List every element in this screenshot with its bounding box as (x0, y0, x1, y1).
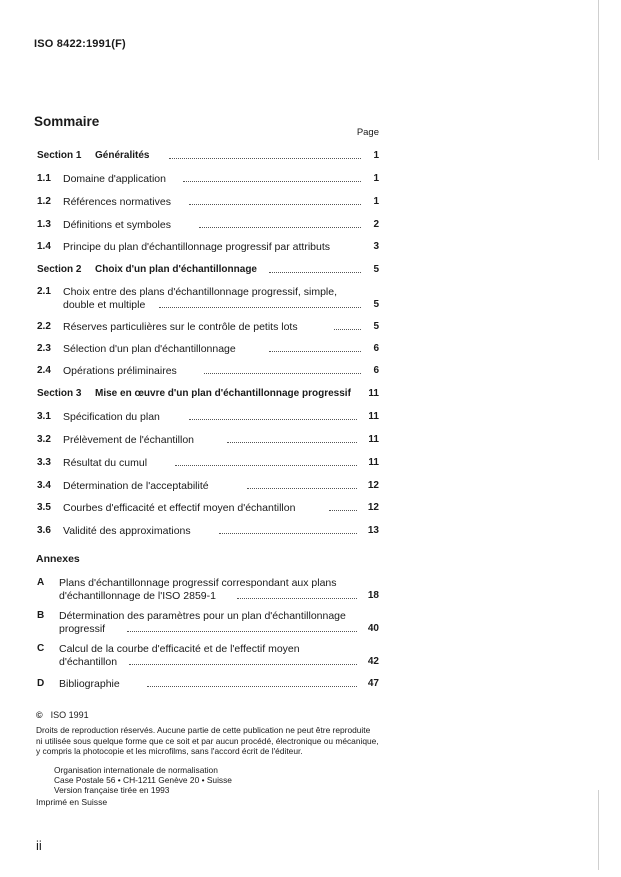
toc-entry-2-1[interactable] (37, 286, 379, 318)
toc-label: Opérations préliminaires (63, 365, 177, 377)
toc-page: 6 (373, 343, 379, 354)
toc-label-line1: Calcul de la courbe d'efficacité et de l'effectif moyen (59, 643, 300, 655)
toc-number: Section 1 (37, 150, 82, 161)
toc-label: Mise en œuvre d'un plan d'échantillonnage progressif (95, 388, 351, 399)
rights-line: y compris la photocopie et les microfilms, sans l'accord écrit de l'éditeur. (36, 746, 303, 756)
toc-label: Détermination de l'acceptabilité (63, 480, 209, 492)
dot-leader (329, 510, 357, 511)
dot-leader (129, 664, 357, 665)
dot-leader (247, 488, 357, 489)
dot-leader (183, 181, 361, 182)
toc-entry-3-1[interactable] (37, 411, 379, 429)
toc-number: 3.1 (37, 411, 51, 422)
edition-note: Version française tirée en 1993 (54, 785, 170, 795)
toc-label-line2: d'échantillon (59, 656, 118, 668)
toc-number: B (37, 610, 45, 621)
toc-page: 11 (368, 434, 379, 445)
dot-leader (169, 158, 361, 159)
publisher-name: Organisation internationale de normalisation (54, 765, 218, 775)
toc-label: Prélèvement de l'échantillon (63, 434, 194, 446)
toc-entry-2-4[interactable] (37, 365, 379, 383)
toc-page: 2 (373, 219, 379, 230)
dot-leader (189, 419, 357, 420)
toc-label-line2: progressif (59, 623, 106, 635)
toc-entry-2-2[interactable] (37, 321, 379, 339)
dot-leader (219, 533, 357, 534)
toc-label-line1: Détermination des paramètres pour un plan d'échantillonnage (59, 610, 346, 622)
toc-page: 42 (367, 656, 379, 667)
dot-leader (204, 373, 361, 374)
toc-entry-3-2[interactable] (37, 434, 379, 452)
toc-number: A (37, 577, 45, 588)
toc-entry-1-4[interactable] (37, 241, 379, 259)
toc-number: 3.5 (37, 502, 51, 513)
toc-label-line2: d'échantillonnage de l'ISO 2859-1 (59, 590, 216, 602)
toc-number: 1.3 (37, 219, 51, 230)
toc-label: Définitions et symboles (63, 219, 171, 231)
dot-leader (127, 631, 357, 632)
toc-entry-2-3[interactable] (37, 343, 379, 361)
toc-number: D (37, 678, 45, 689)
toc-label: Validité des approximations (63, 525, 191, 537)
toc-page: 11 (368, 411, 379, 422)
dot-leader (227, 442, 357, 443)
toc-page: 12 (367, 480, 379, 491)
dot-leader (269, 351, 361, 352)
toc-section-1[interactable] (37, 150, 379, 168)
dot-leader (175, 465, 357, 466)
toc-label-line1: Plans d'échantillonnage progressif correspondant aux plans (59, 577, 337, 589)
toc-number: 3.6 (37, 525, 51, 536)
rights-line: ni utilisée sous quelque forme que ce soit et par aucun procédé, électronique ou mécanique, (36, 735, 379, 746)
toc-label: Généralités (95, 150, 150, 161)
toc-number: 1.1 (37, 173, 51, 184)
dot-leader (147, 686, 357, 687)
toc-number: Section 3 (37, 388, 82, 399)
rights-notice (36, 725, 384, 757)
toc-label: Bibliographie (59, 678, 120, 690)
toc-number: C (37, 643, 45, 654)
rights-line: Droits de reproduction réservés. Aucune partie de cette publication ne peut être reproduite (36, 725, 371, 735)
toc-section-3[interactable] (37, 388, 379, 406)
toc-entry-3-3[interactable] (37, 457, 379, 475)
toc-label: Sélection d'un plan d'échantillonnage (63, 343, 236, 355)
toc-annex-a[interactable] (37, 577, 379, 607)
toc-annex-d[interactable] (37, 678, 379, 696)
toc-label: Domaine d'application (63, 173, 166, 185)
toc-page: 5 (373, 321, 379, 332)
toc-number: 1.2 (37, 196, 51, 207)
dot-leader (334, 329, 361, 330)
toc-page: 11 (368, 457, 379, 468)
publisher-address (54, 765, 232, 795)
toc-entry-1-1[interactable] (37, 173, 379, 191)
document-id: ISO 8422:1991(F) (34, 38, 126, 50)
toc-number: 2.3 (37, 343, 51, 354)
toc-page: 5 (373, 264, 379, 275)
toc-label: Références normatives (63, 196, 171, 208)
toc-number: 2.1 (37, 286, 51, 297)
toc-label: Spécification du plan (63, 411, 160, 423)
toc-label: Courbes d'efficacité et effectif moyen d'échantillon (63, 502, 296, 514)
toc-entry-3-6[interactable] (37, 525, 379, 543)
toc-number: 2.4 (37, 365, 51, 376)
toc-annex-c[interactable] (37, 643, 379, 673)
toc-number: Section 2 (37, 264, 82, 275)
toc-page: 40 (367, 623, 379, 634)
toc-label: Résultat du cumul (63, 457, 148, 469)
toc-page: 6 (373, 365, 379, 376)
toc-number: 3.4 (37, 480, 51, 491)
toc-label: Réserves particulières sur le contrôle de petits lots (63, 321, 298, 333)
toc-page: 47 (367, 678, 379, 689)
toc-page: 11 (368, 388, 379, 399)
publisher-postal: Case Postale 56 • CH-1211 Genève 20 • Suisse (54, 775, 232, 785)
copyright-line (36, 710, 89, 720)
toc-page: 1 (373, 150, 379, 161)
dot-leader (269, 272, 361, 273)
toc-page: 12 (367, 502, 379, 513)
toc-number: 2.2 (37, 321, 51, 332)
toc-number: 3.2 (37, 434, 51, 445)
toc-entry-1-3[interactable] (37, 219, 379, 237)
toc-entry-3-4[interactable] (37, 480, 379, 498)
toc-label-line2: double et multiple (63, 299, 146, 311)
page-number: ii (36, 838, 42, 853)
dot-leader (159, 307, 361, 308)
toc-page: 3 (373, 241, 379, 252)
toc-number: 1.4 (37, 241, 51, 252)
toc-entry-1-2[interactable] (37, 196, 379, 214)
toc-title: Sommaire (34, 114, 100, 129)
toc-page: 1 (373, 196, 379, 207)
toc-entry-3-5[interactable] (37, 502, 379, 520)
toc-page: 18 (367, 590, 379, 601)
annexes-heading: Annexes (36, 553, 80, 565)
copyright-icon: © (36, 710, 43, 720)
toc-page: 5 (373, 299, 379, 310)
toc-label: Principe du plan d'échantillonnage progressif par attributs (63, 241, 331, 253)
scan-edge-mark (598, 790, 599, 870)
dot-leader (199, 227, 361, 228)
toc-section-2[interactable] (37, 264, 379, 282)
toc-label-line1: Choix entre des plans d'échantillonnage progressif, simple, (63, 286, 337, 298)
toc-number: 3.3 (37, 457, 51, 468)
copyright-text: ISO 1991 (50, 710, 89, 720)
toc-label: Choix d'un plan d'échantillonnage (95, 264, 257, 275)
dot-leader (237, 598, 357, 599)
toc-annex-b[interactable] (37, 610, 379, 640)
toc-page: 1 (373, 173, 379, 184)
page-column-label: Page (356, 127, 379, 138)
scan-edge-mark (598, 0, 599, 160)
dot-leader (189, 204, 361, 205)
printed-in: Imprimé en Suisse (36, 797, 108, 807)
toc-page: 13 (367, 525, 379, 536)
